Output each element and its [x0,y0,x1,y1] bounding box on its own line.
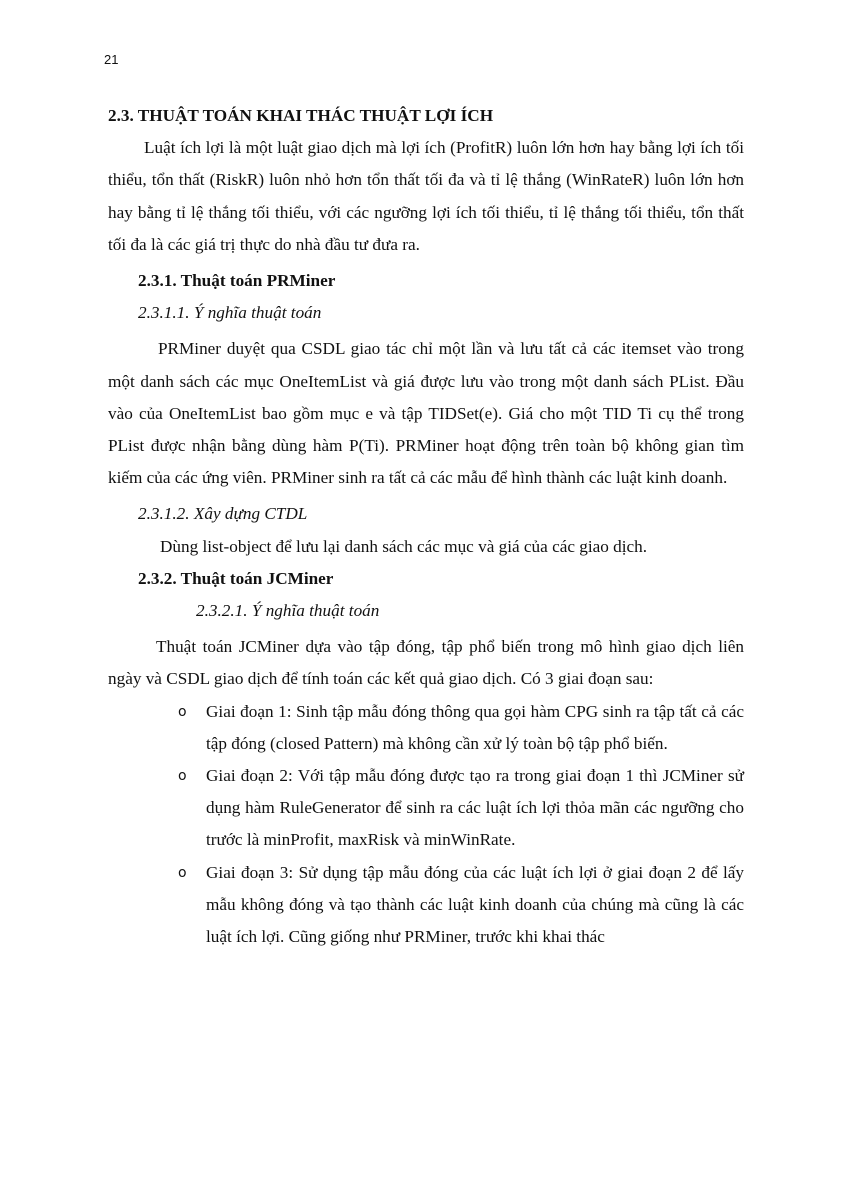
prminer-structure-paragraph: Dùng list-object để lưu lại danh sách các mục và giá của các giao dịch. [160,536,648,556]
stage-text: Giai đoạn 2: Với tập mẫu đóng được tạo ra trong giai đoạn 1 thì JCMiner sử dụng hàm RuleGenerator để sinh ra các luật ích lợi thỏa mãn các ngưỡng cho trước là minProfit, maxRisk và minWinRate. [206,766,744,850]
jcminer-meaning-paragraph: Thuật toán JCMiner dựa vào tập đóng, tập phổ biến trong mô hình giao dịch liên ngày và CSDL giao dịch để tính toán các kết quả giao dịch. Có 3 giai đoạn sau: [108,637,744,689]
list-item [178,696,744,760]
jcminer-stage-list [108,696,744,954]
subsubsection-heading-jcminer-meaning: 2.3.2.1. Ý nghĩa thuật toán [196,601,380,621]
prminer-meaning-paragraph: PRMiner duyệt qua CSDL giao tác chỉ một lần và lưu tất cả các itemset vào trong một danh sách các mục OneItemList và giá được lưu vào trong một danh sách PList. Đầu vào của OneItemList bao gồm mục e và tập TIDSet(e). Giá cho một TID Ti cụ thể trong PList được nhận bằng dùng hàm P(Ti). PRMiner hoạt động trên toàn bộ không gian tìm kiếm của các ứng viên. PRMiner sinh ra tất cả các mẫu để hình thành các luật kinh doanh. [108,339,744,488]
list-item [178,857,744,954]
hollow-circle-bullet-icon: o [178,703,187,720]
subsubsection-heading-prminer-structure: 2.3.1.2. Xây dựng CTDL [138,504,308,524]
section-intro-paragraph: Luật ích lợi là một luật giao dịch mà lợi ích (ProfitR) luôn lớn hơn hay bằng lợi ích tối thiểu, tổn thất (RiskR) luôn nhỏ hơn tổn thất tối đa và tỉ lệ thắng (WinRateR) luôn lớn hơn hay bằng tỉ lệ thắng tối thiểu, với các ngưỡng lợi ích tối thiểu, tỉ lệ thắng tối thiểu, tổn thất tối đa là các giá trị thực do nhà đầu tư đưa ra. [108,138,744,254]
hollow-circle-bullet-icon: o [178,768,187,785]
page-number: 21 [104,52,119,67]
list-item [178,760,744,857]
subsection-heading-jcminer: 2.3.2. Thuật toán JCMiner [138,568,334,588]
subsection-heading-prminer: 2.3.1. Thuật toán PRMiner [138,271,336,291]
section-heading: 2.3. THUẬT TOÁN KHAI THÁC THUẬT LỢI ÍCH [108,106,494,125]
stage-text: Giai đoạn 1: Sinh tập mẫu đóng thông qua gọi hàm CPG sinh ra tập tất cả các tập đóng (closed Pattern) mà không cần xử lý toàn bộ tập phổ biến. [206,701,744,753]
stage-text: Giai đoạn 3: Sử dụng tập mẫu đóng của các luật ích lợi ở giai đoạn 2 để lấy mẫu không đóng và tạo thành các luật kinh doanh của chúng mà cũng là các luật ích lợi. Cũng giống như PRMiner, trước khi khai thác [206,862,744,947]
subsubsection-heading-prminer-meaning: 2.3.1.1. Ý nghĩa thuật toán [138,303,322,323]
hollow-circle-bullet-icon: o [178,864,187,881]
document-body [108,100,744,953]
